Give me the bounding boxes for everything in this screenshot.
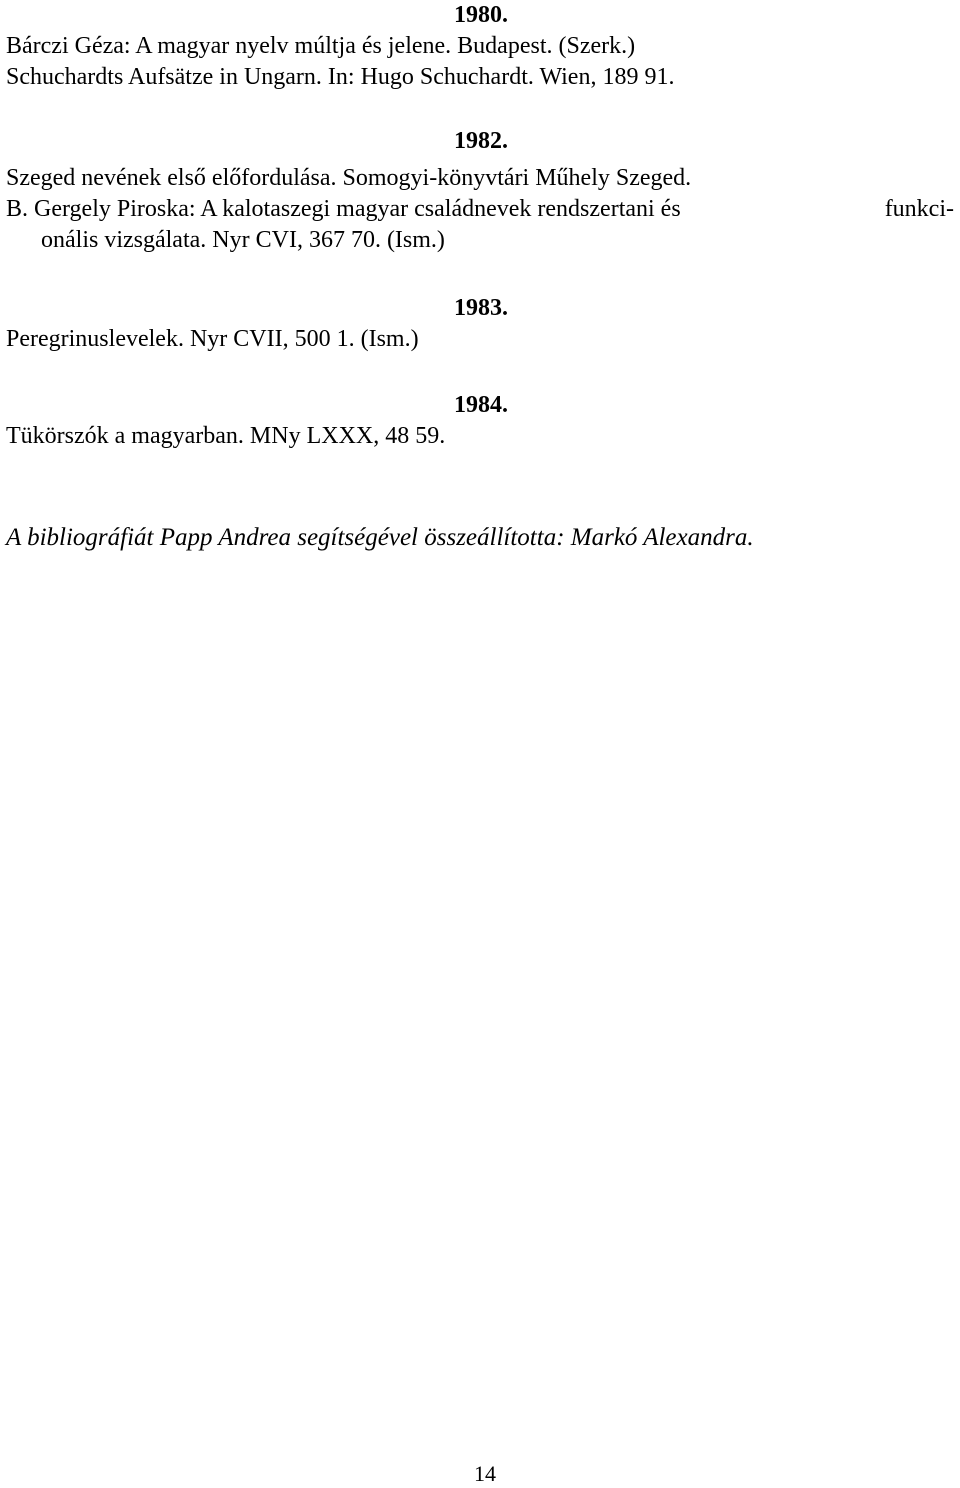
bibliography-entry: Szeged nevének első előfordulása. Somogyi-könyvtári Műhely Szeged. bbox=[6, 165, 692, 191]
bibliography-entry: Schuchardts Aufsätze in Ungarn. In: Hugo Schuchardt. Wien, 189 91. bbox=[6, 64, 675, 90]
year-heading-1980: 1980. bbox=[454, 2, 508, 28]
bibliography-entry: Bárczi Géza: A magyar nyelv múltja és jelene. Budapest. (Szerk.) bbox=[6, 33, 636, 59]
bibliography-entry-continuation: onális vizsgálata. Nyr CVI, 367 70. (Ism.) bbox=[41, 227, 445, 253]
year-heading-1984: 1984. bbox=[454, 392, 508, 418]
compiler-credit: A bibliográfiát Papp Andrea segítségével összeállította: Markó Alexandra. bbox=[6, 524, 754, 551]
bibliography-entry: Peregrinuslevelek. Nyr CVII, 500 1. (Ism.) bbox=[6, 326, 419, 352]
page-number: 14 bbox=[474, 1461, 496, 1486]
bibliography-entry: Tükörszók a magyarban. MNy LXXX, 48 59. bbox=[6, 423, 446, 449]
bibliography-entry-first-line: B. Gergely Piroska: A kalotaszegi magyar családnevek rendszertani és bbox=[6, 196, 681, 222]
year-heading-1982: 1982. bbox=[454, 128, 508, 154]
year-heading-1983: 1983. bbox=[454, 295, 508, 321]
bibliography-entry-hyphenated-word: funkci- bbox=[884, 196, 954, 222]
